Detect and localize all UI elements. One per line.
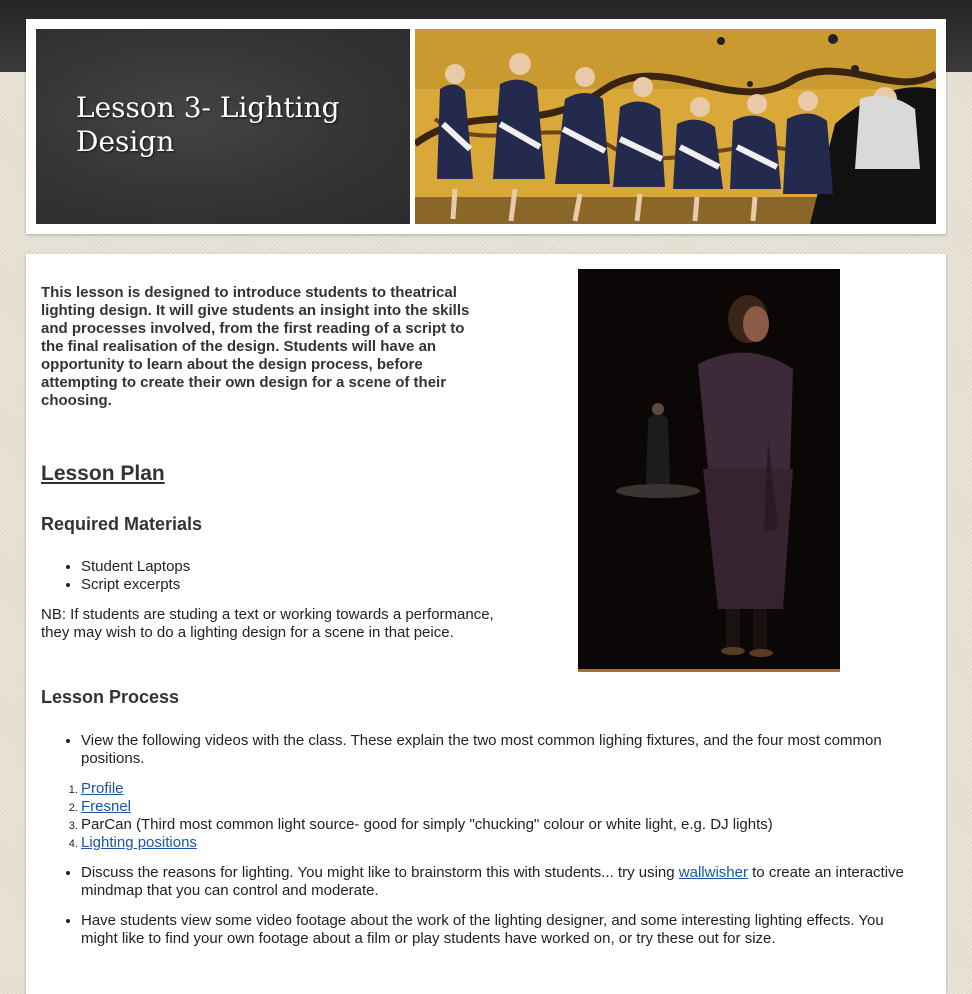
materials-list (41, 558, 190, 594)
wallwisher-link[interactable]: wallwisher (678, 864, 748, 881)
fresnel-link[interactable]: Fresnel (81, 798, 132, 815)
lighting-positions-link[interactable]: Lighting positions (81, 834, 197, 851)
header-card (26, 19, 946, 234)
list-item: • View the following videos with the class. These explain the two most common lighing fixtures, and the four most common positions. (81, 732, 921, 768)
required-materials-heading: Required Materials (41, 514, 203, 534)
content-card (26, 254, 946, 994)
actor-photo (578, 269, 840, 672)
banner-image (415, 29, 936, 224)
page-title: Lesson 3- Lighting Design (76, 91, 340, 158)
profile-link[interactable]: Profile (81, 780, 124, 797)
process-list-1 (41, 732, 921, 768)
nb-note: NB: If students are studing a text or working towards a performance, they may wish to do a lighting design for a scene in that peice. (41, 606, 494, 641)
list-item: • Student Laptops (81, 558, 190, 576)
list-item (81, 834, 921, 852)
intro-paragraph: This lesson is designed to introduce students to theatrical lighting design. It will give students an insight into the skills and processes involved, from the first reading of a script to the final realisation of the design. Students will have an opportunity to learn about the design process, before attempting to create their own design for a scene of their choosing. (41, 284, 470, 409)
list-item: • Have students view some video footage about the work of the lighting designer, and some interesting lighting effects. You might like to find your own footage about a film or play students have worked on, or try these out for size. (81, 912, 921, 948)
process-list-2 (41, 864, 921, 948)
lesson-plan-heading: Lesson Plan (41, 462, 165, 485)
lesson-process-heading: Lesson Process (41, 687, 180, 707)
discuss-text-after: to create an interactive mindmap that you can control and moderate. (81, 864, 904, 899)
title-panel (36, 29, 410, 224)
list-item (81, 780, 921, 798)
discuss-text-before: Discuss the reasons for lighting. You might like to brainstorm this with students... try using (81, 864, 679, 881)
list-item (81, 798, 921, 816)
video-list (41, 780, 921, 852)
list-item: 3. ParCan (Third most common light source- good for simply "chucking" colour or white light, e.g. DJ lights) (81, 816, 921, 834)
stage-actor-image (578, 269, 840, 672)
banner-stage-photo (415, 29, 936, 224)
list-item: • Script excerpts (81, 576, 190, 594)
list-item (81, 864, 921, 900)
